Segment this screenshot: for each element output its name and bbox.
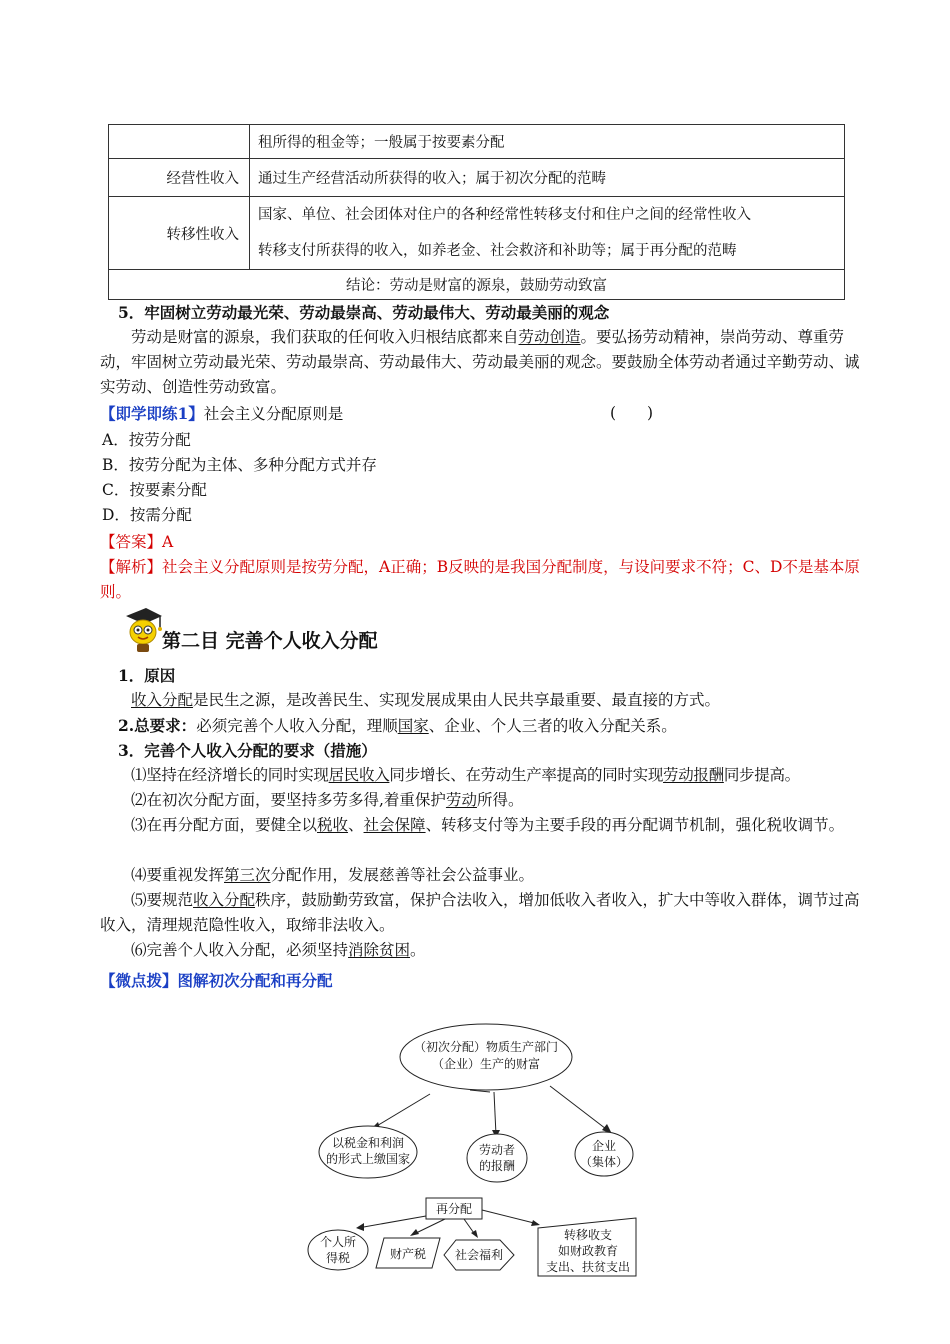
text: 所得。 <box>476 791 524 809</box>
desc-line: 转移支付所获得的收入，如养老金、社会救济和补助等；属于再分配的范畴 <box>258 243 737 259</box>
answer-value: A <box>162 533 174 551</box>
text: 同步提高。 <box>723 766 800 784</box>
table-cell-desc: 租所得的租金等；一般属于按要素分配 <box>250 125 845 159</box>
diagram-arrow <box>550 1086 610 1132</box>
text: 、 <box>348 816 364 834</box>
table-cell-desc <box>250 197 845 270</box>
measure-2 <box>100 788 870 813</box>
diagram-node-wages <box>467 1134 527 1182</box>
text: ⑶在再分配方面，要健全以 <box>131 816 318 834</box>
underlined-term: 劳动报酬 <box>663 766 724 784</box>
text: ⑷要重视发挥 <box>131 866 225 884</box>
node-text: 社会福利 <box>454 1248 504 1262</box>
section5-heading: 5．牢固树立劳动最光荣、劳动最崇高、劳动最伟大、劳动最美丽的观念 <box>118 303 610 322</box>
analysis <box>100 555 868 605</box>
node-text: 个人所 <box>319 1235 357 1249</box>
option-c: C．按要素分配 <box>102 481 207 499</box>
text: 秩序，鼓励勤劳致富，保护合法收入，增加低收入者收入，扩大中等收入群体，调节过高收入，清理规范隐性收入，取缔非法收入。 <box>100 891 860 934</box>
text: ⑸要规范 <box>131 891 194 909</box>
measure-3 <box>100 813 870 838</box>
answer-tag: 【答案】 <box>100 533 163 551</box>
text: 必须完善个人收入分配，理顺 <box>196 717 398 735</box>
diagram-top-line1: （初次分配）物质生产部门 <box>413 1040 559 1054</box>
text: 分配作用，发展慈善等社会公益事业。 <box>270 866 535 884</box>
table-row <box>109 125 845 159</box>
section2-h2-line <box>118 713 888 739</box>
question-text: 社会主义分配原则是 <box>203 405 344 423</box>
table-row <box>109 197 845 270</box>
node-text: 得税 <box>325 1251 351 1265</box>
section2-h1: 1．原因 <box>118 666 176 685</box>
underlined-term: 收入分配 <box>131 691 194 709</box>
text: 。要弘扬劳动精神，崇尚劳动、尊重劳动，牢固树立劳动最光荣、劳动最崇高、劳动最伟大、劳动最美丽的观念。要鼓励全体劳动者通过辛勤劳动、诚实劳动、创造性劳动致富。 <box>100 328 860 396</box>
underlined-term: 消除贫困 <box>348 941 411 959</box>
node-text: 转移收支 <box>563 1228 613 1242</box>
measure-5 <box>100 888 870 938</box>
underlined-term: 劳动 <box>445 791 477 809</box>
underlined-term: 税收 <box>317 816 349 834</box>
node-text: 财产税 <box>389 1247 427 1261</box>
diagram-arrow <box>370 1094 430 1130</box>
underlined-term: 居民收入 <box>328 766 390 784</box>
table-cell-label: 经营性收入 <box>109 159 250 197</box>
text: ⑹完善个人收入分配，必须坚持 <box>131 941 349 959</box>
node-text: 劳动者 <box>478 1143 516 1157</box>
tip-heading <box>100 968 870 993</box>
node-text: 的形式上缴国家 <box>325 1152 411 1166</box>
table-cell-desc: 通过生产经营活动所获得的收入；属于初次分配的范畴 <box>250 159 845 197</box>
graduate-mascot-icon <box>120 604 164 654</box>
analysis-text: 社会主义分配原则是按劳分配，A正确；B反映的是我国分配制度，与设问要求不符；C、D不是基本原则。 <box>100 558 860 601</box>
table-cell-label: 转移性收入 <box>109 197 250 270</box>
measure-4 <box>100 863 870 888</box>
quiz-tag: 【即学即练1】 <box>100 404 204 423</box>
underlined-term: 劳动创造 <box>518 328 581 346</box>
section2-h3: 3．完善个人收入分配的要求（措施） <box>118 741 377 760</box>
option-a: A．按劳分配 <box>102 431 191 449</box>
node-text: 以税金和利润 <box>331 1136 405 1150</box>
tip-text: 图解初次分配和再分配 <box>177 971 333 990</box>
answer-paren: ( ) <box>610 404 654 422</box>
node-text: 支出、扶贫支出 <box>545 1260 631 1274</box>
section2-title: 第二目 完善个人收入分配 <box>162 630 378 652</box>
text: 。 <box>410 941 426 959</box>
table-row <box>109 270 845 300</box>
text: 同步增长、在劳动生产率提高的同时实现 <box>389 766 664 784</box>
diagram-arrow <box>494 1092 496 1135</box>
text: 、企业、个人三者的收入分配关系。 <box>428 717 677 735</box>
tip-tag: 【微点拨】 <box>100 971 178 990</box>
answer <box>100 530 870 555</box>
diagram-top-line2: （企业）生产的财富 <box>431 1057 541 1071</box>
measure-1 <box>100 763 870 788</box>
income-table <box>108 124 845 300</box>
text: ⑴坚持在经济增长的同时实现 <box>131 766 329 784</box>
node-text: 企业 <box>591 1139 617 1153</box>
text: 是民生之源，是改善民生、实现发展成果由人民共享最重要、最直接的方式。 <box>193 691 721 709</box>
table-conclusion: 结论：劳动是财富的源泉，鼓励劳动致富 <box>109 270 845 300</box>
section2-p1 <box>100 688 870 713</box>
desc-line: 国家、单位、社会团体对住户的各种经常性转移支付和住户之间的经常性收入 <box>258 207 751 223</box>
text: 、转移支付等为主要手段的再分配调节机制，强化税收调节。 <box>425 816 845 834</box>
redistribution-label: 再分配 <box>435 1202 473 1216</box>
underlined-term: 国家 <box>397 717 429 735</box>
section5-paragraph <box>100 325 870 400</box>
underlined-term: 第三次 <box>224 866 271 884</box>
quiz-question <box>100 401 870 427</box>
option-d: D．按需分配 <box>102 506 192 524</box>
text: 劳动是财富的源泉，我们获取的任何收入归根结底都来自 <box>131 328 519 346</box>
distribution-diagram <box>300 1020 640 1282</box>
measure-6 <box>100 938 870 963</box>
table-row <box>109 159 845 197</box>
underlined-term: 社会保障 <box>363 816 426 834</box>
text: ⑵在初次分配方面，要坚持多劳多得,着重保护 <box>131 791 446 809</box>
underlined-term: 收入分配 <box>193 891 256 909</box>
option-b: B．按劳分配为主体、多种分配方式并存 <box>102 456 377 474</box>
table-cell-label <box>109 125 250 159</box>
h2-label: 2.总要求： <box>118 716 197 735</box>
node-text: （集体） <box>579 1155 629 1169</box>
analysis-tag: 【解析】 <box>100 558 163 576</box>
node-text: 的报酬 <box>478 1159 516 1173</box>
node-text: 如财政教育 <box>557 1244 619 1258</box>
